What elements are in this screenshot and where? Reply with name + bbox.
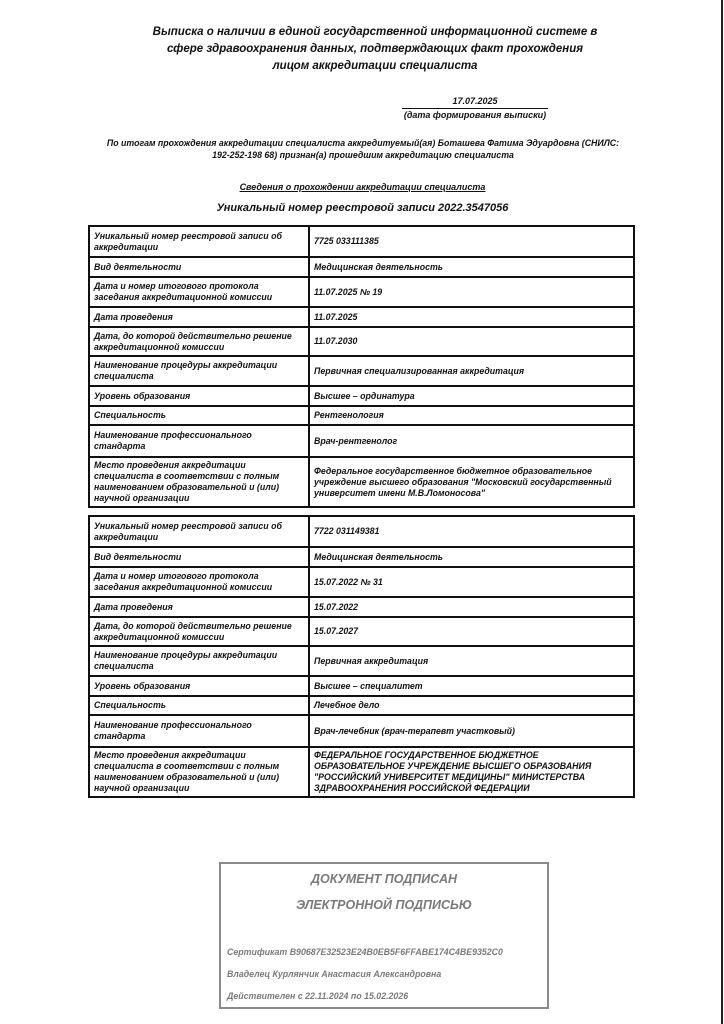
issue-date-caption: (дата формирования выписки): [403, 110, 547, 120]
row-label: Уровень образования: [89, 676, 309, 696]
table-row: [89, 386, 634, 406]
row-value: Лечебное дело: [309, 696, 634, 715]
intro-line-1: По итогам прохождения аккредитации специалиста аккредитуемый(ая) Боташева Фатима Эдуардовна (СНИЛС:: [106, 138, 620, 148]
stamp-certificate: Сертификат B90687E32523E24B0EB5F6FFABE174C4BE9352C0: [227, 947, 503, 957]
stamp-validity: Действителен с 22.11.2024 по 15.02.2026: [227, 991, 409, 1001]
intro-paragraph: [88, 137, 638, 161]
issue-date: 17.07.2025: [402, 95, 548, 109]
row-label: Вид деятельности: [89, 547, 309, 567]
row-label: Уровень образования: [89, 386, 309, 406]
table-row: [89, 277, 634, 307]
row-value: Медицинская деятельность: [309, 257, 634, 277]
table-row: [89, 597, 634, 617]
stamp-owner: Владелец Курлянчик Анастасия Александровна: [227, 969, 442, 979]
row-label: Вид деятельности: [89, 257, 309, 277]
row-label: Место проведения аккредитации специалиста в соответствии с полным наименованием образовательной и (или) научной организации: [89, 457, 309, 507]
row-label: Дата, до которой действительно решение аккредитационной комиссии: [89, 617, 309, 646]
row-value: 11.07.2030: [309, 327, 634, 356]
table-row: [89, 406, 634, 425]
row-label: Специальность: [89, 696, 309, 715]
row-label: Уникальный номер реестровой записи об аккредитации: [89, 226, 309, 257]
row-value: 7725 033111385: [309, 226, 634, 257]
row-label: Дата, до которой действительно решение аккредитационной комиссии: [89, 327, 309, 356]
table-row: [89, 696, 634, 715]
table-row: [89, 547, 634, 567]
stamp-signed-line: ДОКУМЕНТ ПОДПИСАН: [310, 872, 458, 886]
row-value: Врач-рентгенолог: [309, 425, 634, 457]
accreditation-record-table-1: [88, 225, 635, 508]
row-value: Медицинская деятельность: [309, 547, 634, 567]
table-row: [89, 617, 634, 646]
row-label: Уникальный номер реестровой записи об аккредитации: [89, 516, 309, 547]
row-label: Место проведения аккредитации специалиста в соответствии с полным наименованием образовательной и (или) научной организации: [89, 747, 309, 797]
row-label: Наименование процедуры аккредитации специалиста: [89, 356, 309, 386]
accreditation-record-table-2: [88, 515, 635, 798]
row-value: Высшее – ординатура: [309, 386, 634, 406]
table-row: [89, 425, 634, 457]
row-value: Рентгенология: [309, 406, 634, 425]
intro-line-2: 192-252-198 68) признан(а) прошедшим аккредитацию специалиста: [212, 150, 514, 160]
row-value: Высшее – специалитет: [309, 676, 634, 696]
row-label: Дата проведения: [89, 307, 309, 327]
table-row: [89, 715, 634, 747]
issue-date-block: [402, 95, 548, 121]
document-title: Выписка о наличии в единой государственной информационной системе в сфере здравоохранения данных, подтверждающих факт прохождения лицом аккредитации специалиста: [152, 26, 598, 72]
table-row: [89, 567, 634, 597]
row-value: 15.07.2022: [309, 597, 634, 617]
table-row: [89, 307, 634, 327]
table-row: [89, 646, 634, 676]
row-label: Наименование профессионального стандарта: [89, 425, 309, 457]
table-row: [89, 676, 634, 696]
row-value: Врач-лечебник (врач-терапевт участковый): [309, 715, 634, 747]
table-row: [89, 516, 634, 547]
row-label: Наименование профессионального стандарта: [89, 715, 309, 747]
table-row: [89, 356, 634, 386]
row-label: Специальность: [89, 406, 309, 425]
stamp-electronic-signature-line: ЭЛЕКТРОННОЙ ПОДПИСЬЮ: [296, 898, 472, 912]
registry-heading: Уникальный номер реестровой записи 2022.3547056: [216, 202, 509, 214]
section-heading: Сведения о прохождении аккредитации специалиста: [239, 182, 486, 192]
row-label: Дата и номер итогового протокола заседания аккредитационной комиссии: [89, 567, 309, 597]
row-value: 15.07.2022 № 31: [309, 567, 634, 597]
row-label: Дата и номер итогового протокола заседания аккредитационной комиссии: [89, 277, 309, 307]
row-value: 11.07.2025 № 19: [309, 277, 634, 307]
row-value: ФЕДЕРАЛЬНОЕ ГОСУДАРСТВЕННОЕ БЮДЖЕТНОЕ ОБРАЗОВАТЕЛЬНОЕ УЧРЕЖДЕНИЕ ВЫСШЕГО ОБРАЗОВАНИЯ "РОССИЙСКИЙ УНИВЕРСИТЕТ МЕДИЦИНЫ" МИНИСТЕРСТВА ЗДРАВООХРАНЕНИЯ РОССИЙСКОЙ ФЕДЕРАЦИИ: [309, 747, 634, 797]
table-row: [89, 457, 634, 507]
page-edge-line: [721, 0, 723, 1024]
row-value: Первичная специализированная аккредитация: [309, 356, 634, 386]
table-row: [89, 327, 634, 356]
row-value: 15.07.2027: [309, 617, 634, 646]
row-value: Первичная аккредитация: [309, 646, 634, 676]
row-label: Наименование процедуры аккредитации специалиста: [89, 646, 309, 676]
table-row: [89, 747, 634, 797]
row-value: Федеральное государственное бюджетное образовательное учреждение высшего образования "Московский государственный университет имени М.В.Ломоносова": [309, 457, 634, 507]
row-label: Дата проведения: [89, 597, 309, 617]
table-row: [89, 257, 634, 277]
electronic-signature-stamp: [219, 862, 549, 1009]
row-value: 11.07.2025: [309, 307, 634, 327]
row-value: 7722 031149381: [309, 516, 634, 547]
table-row: [89, 226, 634, 257]
